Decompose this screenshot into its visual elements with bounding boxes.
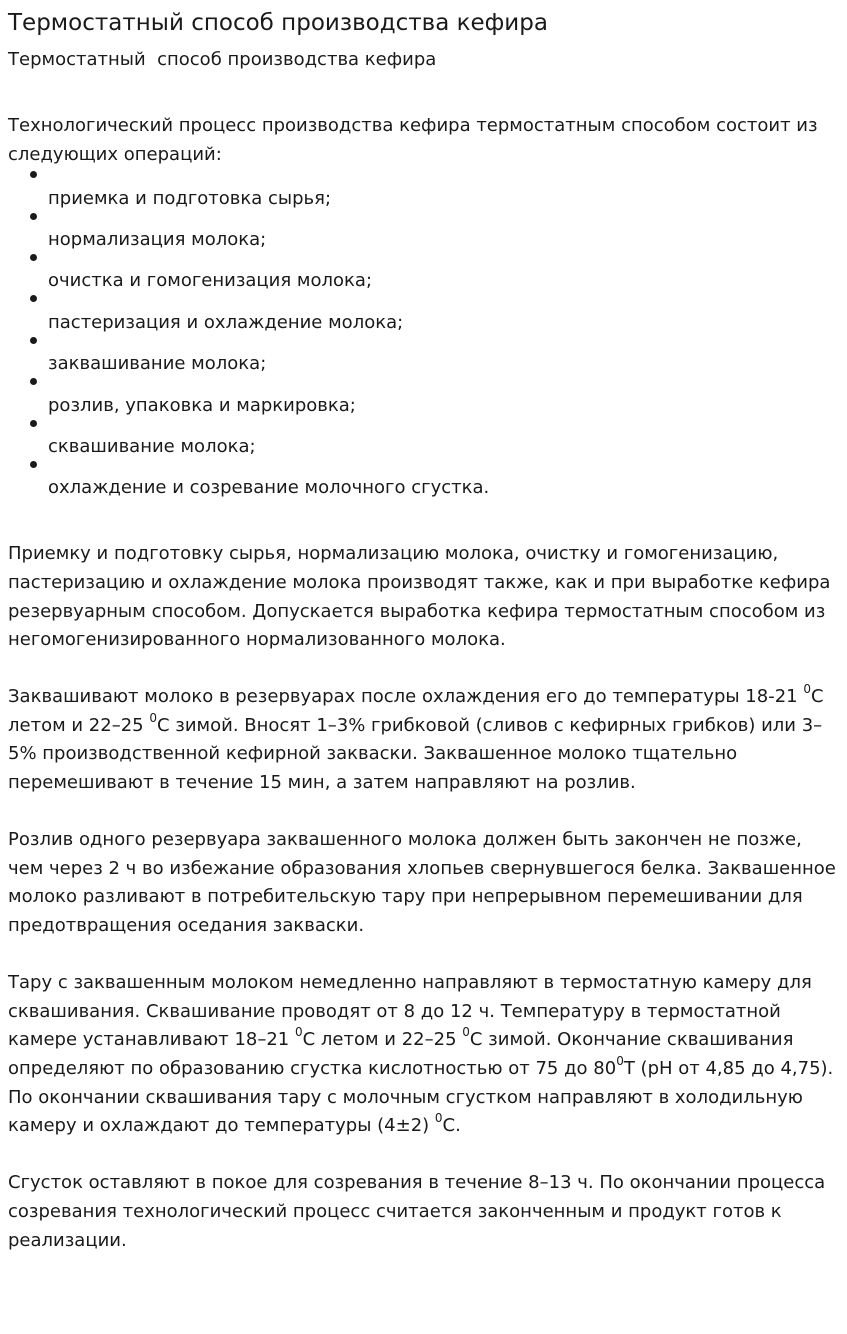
degree-superscript: 0 [149,710,157,725]
degree-superscript: 0 [803,682,811,697]
list-item: охлаждение и созревание молочного сгустка. [48,459,839,500]
paragraph-maturation: Сгусток оставляют в покое для созревания в течение 8–13 ч. По окончании процесса созревания технологический процесс считается законченным и продукт готов к реализации. [8,1172,826,1251]
list-item: приемка и подготовка сырья; [48,169,839,210]
process-steps-list [8,169,839,500]
list-item: сквашивание молока; [48,418,839,459]
degree-superscript: 0 [462,1025,470,1040]
paragraph-bottling: Розлив одного резервуара заквашенного молока должен быть закончен не позже, чем через 2 ч во избежание образования хлопьев свернувшегося белка. Заквашенное молоко разливают в потребительскую тару при непрерывном перемешивании для предотвращения оседания закваски. [8,829,836,937]
degree-superscript: 0 [434,1111,443,1126]
list-item: очистка и гомогенизация молока; [48,252,839,293]
paragraph-preparation: Приемку и подготовку сырья, нормализацию молока, очистку и гомогенизацию, пастеризацию и охлаждение молока производят также, как и при выработке кефира резервуарным способом. Допускается выработка кефира термостатным способом из негомогенизированного нормализованного молока. [8,543,831,651]
list-item: пастеризация и охлаждение молока; [48,293,839,334]
degree-superscript: 0 [294,1025,303,1040]
article-subtitle: Термостатный способ производства кефира [8,49,437,70]
intro-paragraph: Технологический процесс производства кефира термостатным способом состоит из следующих операций: [8,115,818,165]
paragraph-fermentation-start: Заквашивают молоко в резервуарах после охлаждения его до температуры 18-21 $^0$С летом и 22–25 $^0$С зимой. Вносят 1–3% грибковой (сливов с кефирных грибков) или 3–5% производственной кефирной закваски. Заквашенное молоко тщательно перемешивают в течение 15 мин, а затем направляют на розлив. [8,682,824,794]
list-item: заквашивание молока; [48,335,839,376]
page-title: Термостатный способ производства кефира [8,10,548,36]
degree-superscript: 0 [616,1054,624,1068]
paragraph-thermostat-chamber: Тару с заквашенным молоком немедленно направляют в термостатную камеру для сквашивания. Сквашивание проводят от 8 до 12 ч. Температуру в термостатной камере устанавливают 18–21 $^0$С летом и 22–25 $^0$С зимой. Окончание сквашивания определяют по образованию сгустка кислотностью от 75 до $80^0Т$ (рН от 4,85 до 4,75). По окончании сквашивания тару с молочным сгустком направляют в холодильную камеру и охлаждают до температуры (4±2) $^0$С. [8,972,834,1137]
list-item: розлив, упаковка и маркировка; [48,376,839,417]
list-item: нормализация молока; [48,211,839,252]
